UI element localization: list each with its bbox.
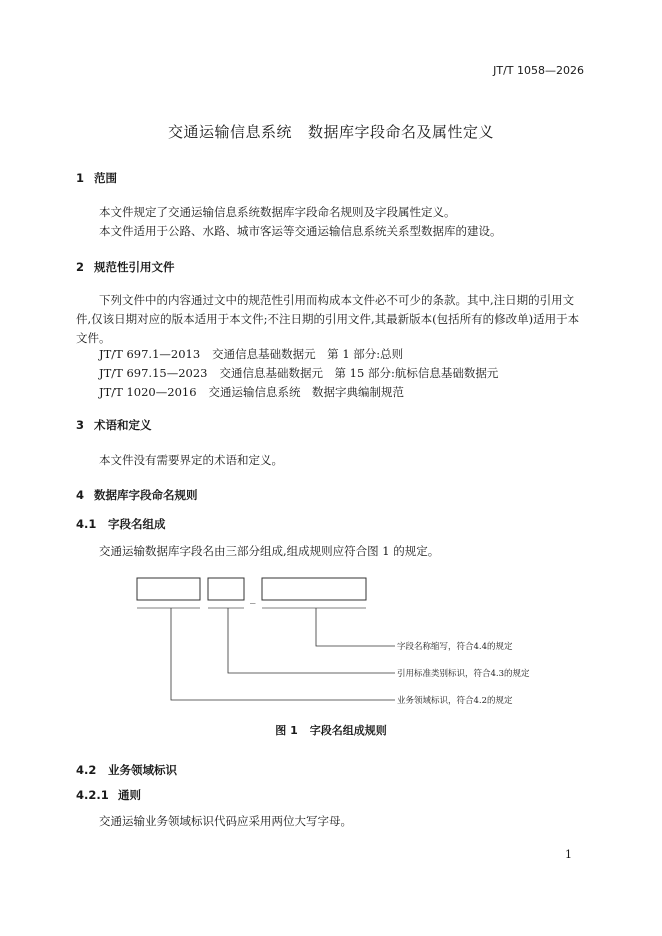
section-title: 通则 bbox=[118, 788, 141, 802]
title-part-2: 数据库字段命名及属性定义 bbox=[308, 123, 495, 141]
ref-category-label: 引用标准类别标识，符合4.3的规定 bbox=[397, 669, 530, 679]
domain-id-leader bbox=[171, 608, 395, 700]
section-number: 4.1 bbox=[76, 517, 97, 531]
section-2-heading bbox=[76, 259, 175, 275]
paragraph: 交通运输业务领域标识代码应采用两位大写字母。 bbox=[99, 814, 352, 828]
section-title: 规范性引用文件 bbox=[94, 260, 175, 274]
paragraph: 本文件没有需要界定的术语和定义。 bbox=[99, 453, 283, 467]
reference-item bbox=[99, 384, 416, 400]
page-number: 1 bbox=[565, 848, 572, 861]
field-abbr-box bbox=[262, 578, 366, 600]
figure-number: 图 1 bbox=[275, 724, 298, 737]
field-abbr-label: 字段名称缩写，符合4.4的规定 bbox=[397, 642, 513, 652]
field-abbr-leader bbox=[316, 608, 395, 646]
section-number: 1 bbox=[76, 171, 85, 185]
paragraph: 本文件规定了交通运输信息系统数据库字段命名规则及字段属性定义。 bbox=[99, 205, 456, 219]
section-number: 4 bbox=[76, 488, 85, 502]
section-number: 2 bbox=[76, 260, 85, 274]
reference-title: 交通信息基础数据元 第 1 部分:总则 bbox=[212, 347, 404, 361]
section-4-2-1-body bbox=[76, 812, 588, 831]
reference-code: JT/T 697.15—2023 bbox=[99, 366, 208, 380]
section-1-heading bbox=[76, 170, 117, 186]
reference-title: 交通运输信息系统 数据字典编制规范 bbox=[208, 385, 405, 399]
reference-code: JT/T 1020—2016 bbox=[99, 385, 197, 399]
section-number: 3 bbox=[76, 418, 85, 432]
figure-caption bbox=[0, 722, 662, 738]
domain-id-label: 业务领域标识，符合4.2的规定 bbox=[397, 696, 513, 706]
paragraph: 交通运输数据库字段名由三部分组成,组成规则应符合图 1 的规定。 bbox=[99, 544, 440, 558]
section-4-1-heading bbox=[76, 516, 166, 532]
section-title: 字段名组成 bbox=[108, 517, 166, 531]
section-title: 术语和定义 bbox=[94, 418, 152, 432]
ref-category-box bbox=[208, 578, 244, 600]
paragraph: 本文件适用于公路、水路、城市客运等交通运输信息系统关系型数据库的建设。 bbox=[99, 224, 502, 238]
figure-title: 字段名组成规则 bbox=[309, 724, 387, 737]
section-4-2-1-heading bbox=[76, 787, 141, 803]
section-3-heading bbox=[76, 417, 152, 433]
separator-mark: _ bbox=[250, 591, 256, 604]
reference-item bbox=[99, 365, 510, 381]
section-number: 4.2.1 bbox=[76, 788, 109, 802]
section-title: 范围 bbox=[94, 171, 117, 185]
field-name-composition-diagram bbox=[0, 570, 662, 720]
reference-title: 交通信息基础数据元 第 15 部分:航标信息基础数据元 bbox=[219, 366, 499, 380]
section-2-body bbox=[76, 291, 588, 348]
section-4-heading bbox=[76, 487, 198, 503]
reference-item bbox=[99, 346, 415, 362]
section-1-body bbox=[76, 203, 588, 241]
section-4-2-heading bbox=[76, 762, 177, 778]
title-part-1: 交通运输信息系统 bbox=[167, 123, 292, 141]
ref-category-leader bbox=[228, 608, 395, 673]
section-3-body bbox=[76, 451, 588, 470]
document-title bbox=[0, 121, 662, 142]
standard-number: JT/T 1058—2026 bbox=[493, 64, 584, 77]
domain-id-box bbox=[137, 578, 200, 600]
paragraph: 下列文件中的内容通过文中的规范性引用而构成本文件必不可少的条款。其中,注日期的引用文件,仅该日期对应的版本适用于本文件;不注日期的引用文件,其最新版本(包括所有的修改单)适用于本文件。 bbox=[76, 293, 580, 345]
section-title: 数据库字段命名规则 bbox=[94, 488, 198, 502]
reference-code: JT/T 697.1—2013 bbox=[99, 347, 201, 361]
section-4-1-body bbox=[76, 542, 588, 561]
section-number: 4.2 bbox=[76, 763, 97, 777]
section-title: 业务领域标识 bbox=[108, 763, 177, 777]
